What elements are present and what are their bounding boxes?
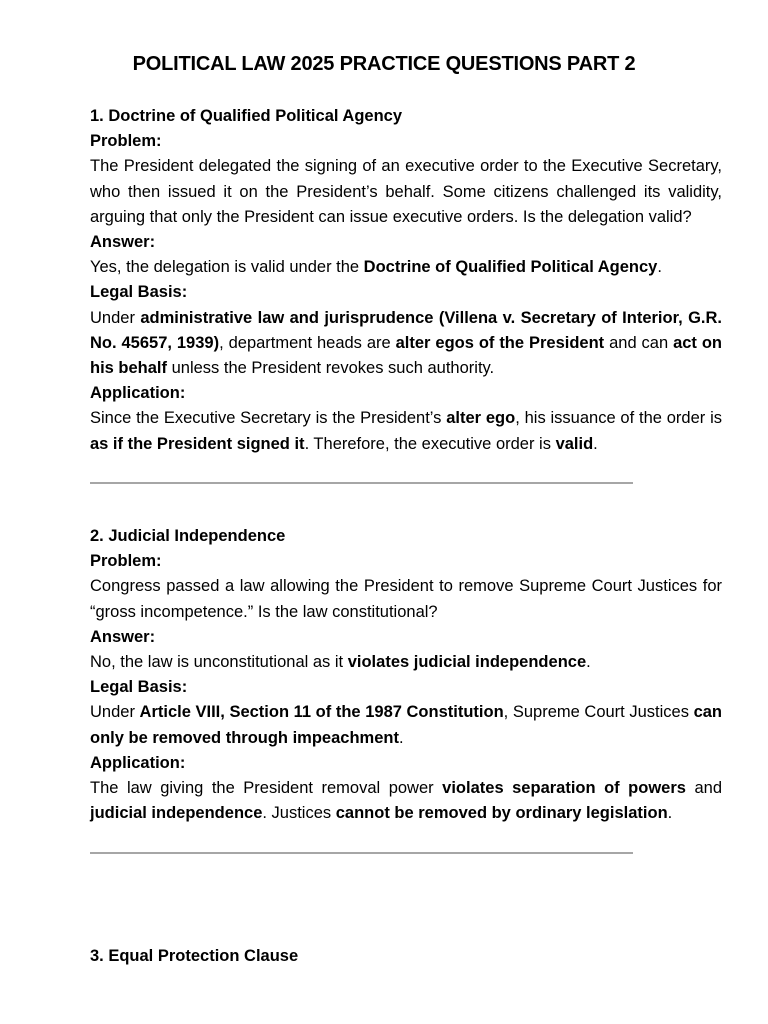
- legal-basis-text: [90, 700, 722, 750]
- section-heading: 1. Doctrine of Qualified Political Agency: [90, 107, 403, 125]
- problem-text: Congress passed a law allowing the President to remove Supreme Court Justices for “gross incompetence.” Is the law constitutional?: [90, 577, 722, 621]
- basis-text-part: and can: [604, 333, 674, 352]
- answer-label: Answer:: [90, 627, 156, 646]
- application-text-part: , his issuance of the order is: [515, 409, 722, 428]
- section-heading: 3. Equal Protection Clause: [90, 947, 299, 965]
- answer-text-part: .: [586, 653, 591, 672]
- section-divider: [90, 852, 633, 854]
- basis-emphasis: alter egos of the President: [395, 333, 605, 352]
- application-emphasis: alter ego: [446, 409, 516, 428]
- application-label: Application:: [90, 753, 186, 772]
- question-section-1: [90, 104, 722, 457]
- question-section-3: [90, 944, 722, 969]
- application-text-part: .: [593, 434, 598, 453]
- application-text-part: .: [667, 804, 673, 823]
- application-text-part: The law giving the President removal power: [90, 779, 443, 798]
- legal-basis-label: Legal Basis:: [90, 283, 188, 302]
- answer-label: Answer:: [90, 233, 156, 252]
- basis-text-part: .: [398, 728, 404, 747]
- legal-basis-label: Legal Basis:: [90, 678, 188, 697]
- problem-text: The President delegated the signing of an executive order to the Executive Secretary, who then issued it on the President’s behalf. Some citizens challenged its validity, arguing that only the President can issue executive orders. Is the delegation valid?: [90, 157, 722, 226]
- basis-emphasis: can only be removed through impeachment: [90, 703, 722, 747]
- basis-text-part: , Supreme Court Justices: [503, 703, 694, 722]
- application-text-part: . Justices: [262, 804, 336, 823]
- application-text-part: . Therefore, the executive order is: [304, 434, 556, 453]
- basis-emphasis: act on his behalf: [90, 333, 723, 378]
- basis-text-part: unless the President revokes such authority.: [167, 359, 495, 378]
- basis-emphasis: administrative law and jurisprudence (Villena v. Secretary of Interior, G.R. No. 45657, 1939): [90, 308, 722, 352]
- basis-text-part: Under: [90, 703, 140, 722]
- basis-text-part: , department heads are: [219, 333, 396, 352]
- application-emphasis: cannot be removed by ordinary legislation: [335, 804, 668, 823]
- application-text-part: Since the Executive Secretary is the President’s: [90, 409, 447, 428]
- application-text-part: and: [685, 779, 722, 798]
- question-section-2: [90, 524, 722, 826]
- answer-emphasis: Doctrine of Qualified Political Agency: [363, 258, 658, 277]
- answer-text: [90, 650, 722, 675]
- application-emphasis: violates separation of powers: [442, 779, 686, 798]
- application-label: Application:: [90, 384, 186, 403]
- application-text: [90, 406, 722, 456]
- problem-label: Problem:: [90, 132, 162, 151]
- answer-text: [90, 255, 722, 280]
- section-divider: [90, 482, 633, 484]
- answer-emphasis: violates judicial independence: [347, 653, 587, 672]
- answer-text-part: Yes, the delegation is valid under the: [90, 258, 364, 277]
- problem-label: Problem:: [90, 552, 162, 571]
- page-title: POLITICAL LAW 2025 PRACTICE QUESTIONS PART 2: [132, 53, 636, 75]
- legal-basis-text: [90, 306, 722, 382]
- basis-emphasis: Article VIII, Section 11 of the 1987 Constitution: [139, 703, 504, 722]
- application-emphasis: valid: [555, 434, 594, 453]
- answer-text-part: No, the law is unconstitutional as it: [90, 653, 348, 672]
- basis-text-part: Under: [90, 308, 141, 327]
- section-heading: 2. Judicial Independence: [90, 527, 286, 545]
- answer-text-part: .: [657, 258, 662, 277]
- application-emphasis: judicial independence: [90, 804, 263, 823]
- application-text: [90, 776, 722, 826]
- application-emphasis: as if the President signed it: [90, 434, 305, 453]
